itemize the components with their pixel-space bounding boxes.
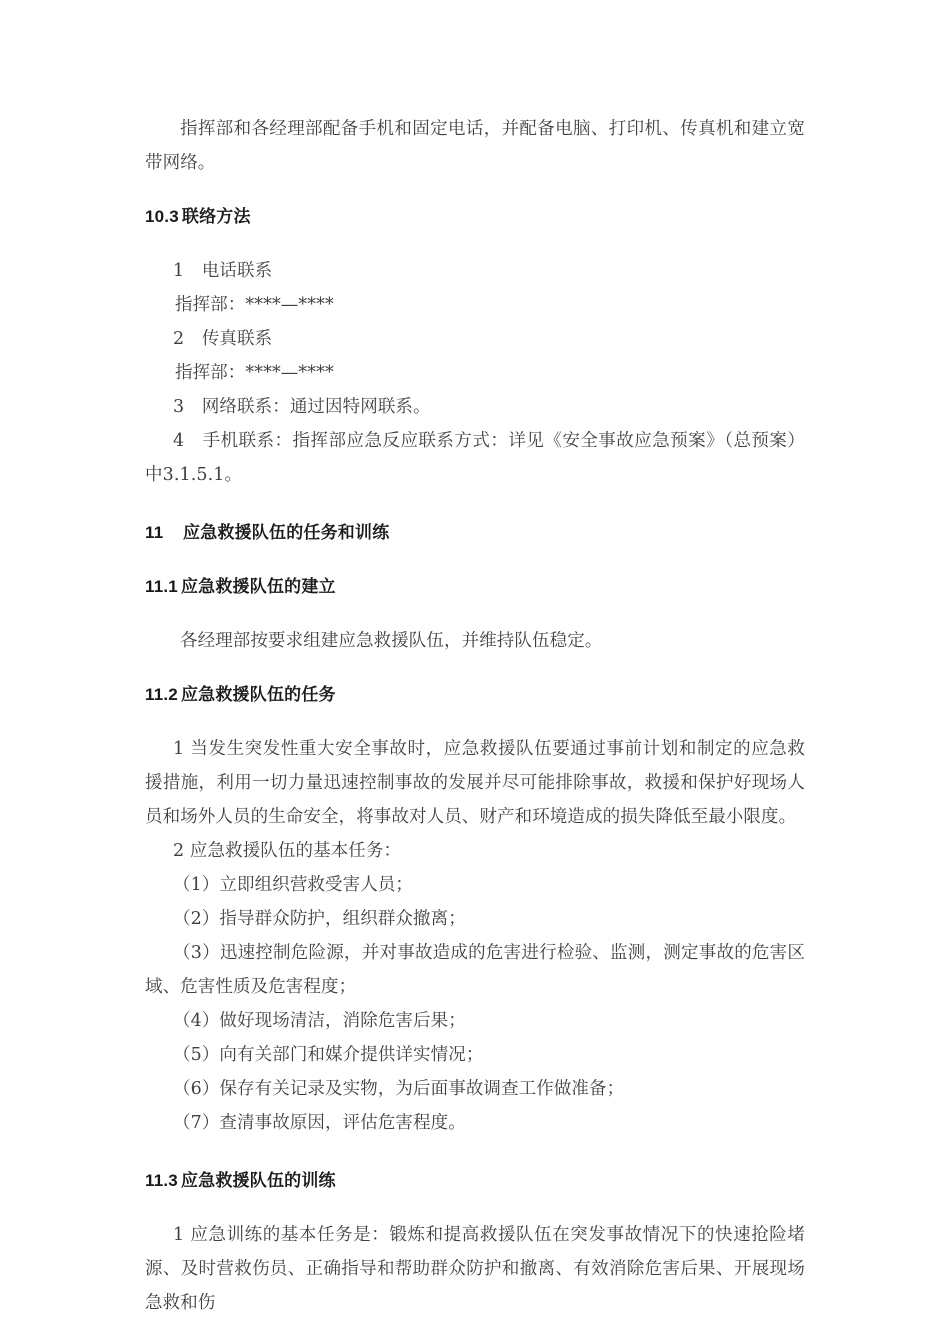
list-item-11-2-2: 2 应急救援队伍的基本任务： — [173, 841, 402, 861]
spacer — [145, 234, 805, 254]
heading-11-2-title: 应急救援队伍的任务 — [180, 685, 336, 704]
list-item-11-3-1: 1 应急训练的基本任务是：锻炼和提高救援队伍在突发事故情况下的快速抢险堵源、及时营救伤员、正确指导和帮助群众防护和撤离、有效消除危害后果、开展现场急救和伤 — [145, 1225, 805, 1313]
list-item-11-2-sub-4: （4）做好现场清洁，消除危害后果； — [173, 1011, 466, 1031]
list-item-11-2-sub-2: （2）指导群众防护，组织群众撤离； — [173, 909, 466, 929]
heading-11-1-title: 应急救援队伍的建立 — [180, 577, 336, 596]
list-item-11-2-sub-7: （7）查清事故原因，评估危害程度。 — [173, 1113, 466, 1133]
spacer — [145, 550, 805, 570]
list-item-10-3-1-detail: 指挥部：****—**** — [175, 295, 334, 315]
list-item-11-2-sub-1: （1）立即组织营救受害人员； — [173, 875, 414, 895]
heading-11-2 — [145, 678, 805, 712]
list-item-10-3-2-detail: 指挥部：****—**** — [175, 363, 334, 383]
list-item-10-3-1: 1 电话联系 — [173, 261, 273, 281]
spacer — [145, 180, 805, 200]
heading-11-number: 11 — [145, 523, 164, 542]
heading-11-3-title: 应急救援队伍的训练 — [180, 1171, 336, 1190]
heading-11-2-number: 11.2 — [145, 685, 178, 704]
spacer — [145, 604, 805, 624]
list-item-11-2-sub-6: （6）保存有关记录及实物，为后面事故调查工作做准备； — [173, 1079, 625, 1099]
spacer — [145, 492, 805, 516]
list-item-10-3-4: 4 手机联系：指挥部应急反应联系方式：详见《安全事故应急预案》（总预案）中3.1.5.1。 — [145, 431, 805, 485]
list-item-10-3-3: 3 网络联系：通过因特网联系。 — [173, 397, 431, 417]
heading-11-title: 应急救援队伍的任务和训练 — [183, 523, 390, 542]
list-item-11-2-1: 1 当发生突发性重大安全事故时，应急救援队伍要通过事前计划和制定的应急救援措施，利用一切力量迅速控制事故的发展并尽可能排除事故，救援和保护好现场人员和场外人员的生命安全，将事故对人员、财产和环境造成的损失降低至最小限度。 — [145, 739, 805, 827]
heading-11-3-number: 11.3 — [145, 1171, 178, 1190]
heading-11-3 — [145, 1164, 805, 1198]
heading-11-1-number: 11.1 — [145, 577, 178, 596]
spacer — [145, 658, 805, 678]
spacer — [145, 712, 805, 732]
intro-paragraph: 指挥部和各经理部配备手机和固定电话，并配备电脑、打印机、传真机和建立宽带网络。 — [145, 119, 805, 173]
heading-10-3-number: 10.3 — [145, 207, 179, 226]
list-item-11-2-sub-3: （3）迅速控制危险源，并对事故造成的危害进行检验、监测，测定事故的危害区域、危害性质及危害程度； — [145, 943, 805, 997]
paragraph-11-1: 各经理部按要求组建应急救援队伍，并维持队伍稳定。 — [180, 631, 603, 651]
heading-11-1 — [145, 570, 805, 604]
heading-11 — [145, 516, 805, 550]
spacer — [145, 1140, 805, 1164]
heading-10-3 — [145, 200, 805, 234]
page-content — [145, 112, 805, 1320]
list-item-11-2-sub-5: （5）向有关部门和媒介提供详实情况； — [173, 1045, 484, 1065]
heading-10-3-title: 联络方法 — [181, 207, 251, 226]
spacer — [145, 1198, 805, 1218]
list-item-10-3-2: 2 传真联系 — [173, 329, 273, 349]
